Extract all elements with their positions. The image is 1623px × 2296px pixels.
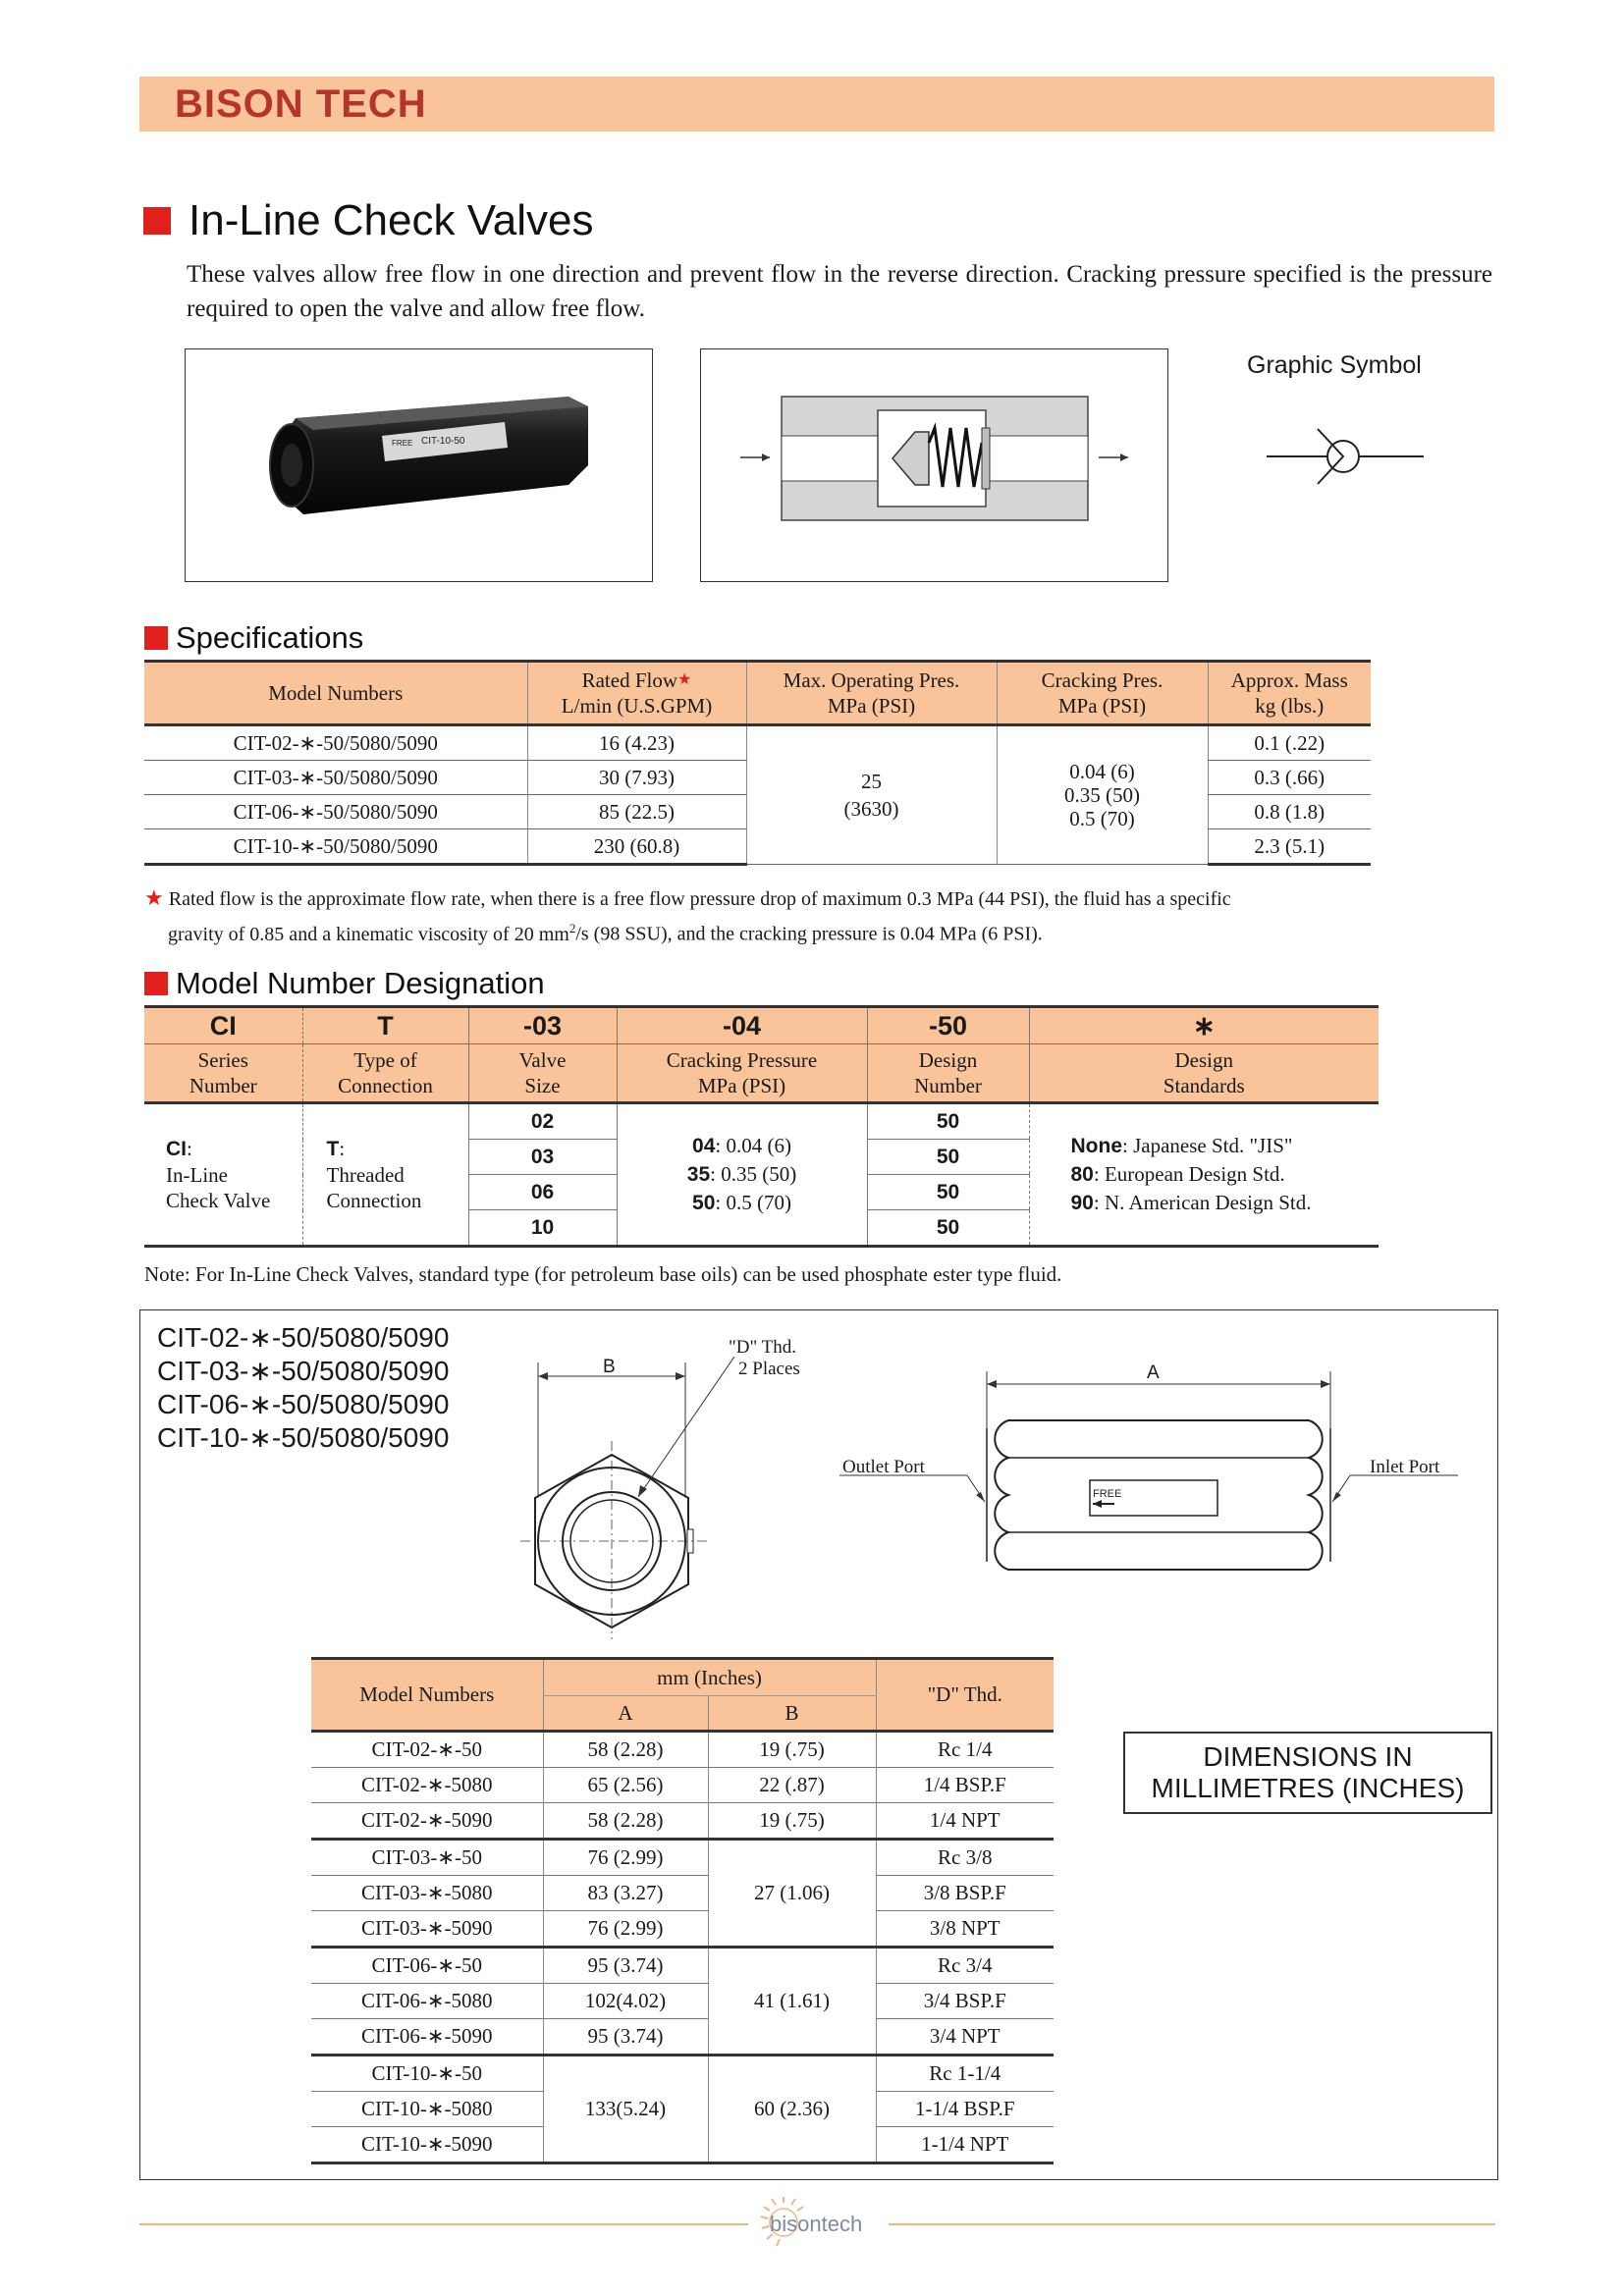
- max-pres-cell: 25 (3630): [746, 725, 997, 865]
- rated-flow-footnote: ★ Rated flow is the approximate flow rate, when there is a free flow pressure drop of maximum 0.3 MPa (44 PSI), the fluid has a specific gravity of 0.85 and a kinematic viscosity of 20 $mm^2/s$ (98 SSU), and the cracking pressure is 0.04 MPa (6 PSI).: [144, 885, 1231, 945]
- dim-label-d: "D" Thd. 2 Places: [729, 1337, 800, 1379]
- red-square-icon: [143, 207, 171, 235]
- table-row: CIT-02-∗-50 58 (2.28) 19 (.75) Rc 1/4: [311, 1732, 1054, 1768]
- model-designation-table: CI T -03 -04 -50 ∗ Series Number Type of Connection Valve Size Cracking Pressure MPa (PSI) Design Number Design Standards CI: In-Line Check Valve T: Threaded Connection 02 04: 0.04 (6) 35: 0.35 (50) 50: 0.5 (70) 50 None: Japanese Std. "JIS" 80: European Design Std. 90: N. American Design Std. 03 50 06 50 10 50: [144, 1005, 1379, 1248]
- type-cell: T: Threaded Connection: [302, 1103, 468, 1246]
- note-text: Note: For In-Line Check Valves, standard type (for petroleum base oils) can be used phosphate ester type fluid.: [144, 1262, 1062, 1286]
- side-view-drawing: [839, 1360, 1488, 1644]
- brand-name: BISON TECH: [175, 82, 427, 126]
- inlet-port-label: Inlet Port: [1370, 1457, 1440, 1477]
- list-item: CIT-02-∗-50/5080/5090: [157, 1322, 450, 1353]
- specifications-heading: [144, 620, 363, 656]
- table-row: CIT-03-∗-5080 83 (3.27) 3/8 BSP.F: [311, 1876, 1054, 1911]
- table-row: CIT-03-∗-5090 76 (2.99) 3/8 NPT: [311, 1911, 1054, 1948]
- table-row: CIT-10-∗-5090 1-1/4 NPT: [311, 2127, 1054, 2163]
- size-03: 03: [468, 1140, 617, 1175]
- table-row: CIT-03-∗-50/5080/5090 30 (7.93) 0.3 (.66): [144, 761, 1371, 795]
- code-series: CI: [144, 1007, 302, 1044]
- specifications-table: [144, 660, 1371, 866]
- table-row: CIT-06-∗-5080 102(4.02) 3/4 BSP.F: [311, 1984, 1054, 2019]
- table-row: CIT-10-∗-50/5080/5090 230 (60.8) 2.3 (5.1): [144, 829, 1371, 865]
- dim-label-b: B: [603, 1357, 616, 1377]
- model-designation-heading: [144, 966, 545, 1001]
- code-design-number: -50: [867, 1007, 1029, 1044]
- side-view-free-text: FREE: [1093, 1488, 1122, 1500]
- dim-header-mm: mm (Inches): [543, 1659, 876, 1696]
- table-row: CIT-10-∗-5080 1-1/4 BSP.F: [311, 2092, 1054, 2127]
- spec-header-cracking: Cracking Pres. MPa (PSI): [997, 662, 1208, 725]
- page-title: [143, 196, 594, 245]
- dimension-model-list: [157, 1321, 449, 1455]
- valve-photo-illustration: [186, 349, 652, 581]
- list-item: CIT-06-∗-50/5080/5090: [157, 1389, 450, 1419]
- dim-header-b: B: [708, 1696, 876, 1732]
- list-item: CIT-03-∗-50/5080/5090: [157, 1356, 450, 1386]
- dim-header-model: Model Numbers: [311, 1659, 543, 1732]
- footer-logo: [756, 2195, 890, 2254]
- table-row: CIT-02-∗-50/5080/5090 16 (4.23) 25 (3630) 0.04 (6) 0.35 (50) 0.5 (70) 0.1 (.22): [144, 725, 1371, 761]
- size-02: 02: [468, 1103, 617, 1140]
- specifications-heading-text: Specifications: [176, 620, 364, 655]
- spec-header-model: Model Numbers: [144, 662, 527, 725]
- footer-divider-right: [889, 2223, 1495, 2225]
- code-type: T: [302, 1007, 468, 1044]
- spec-header-max-pres: Max. Operating Pres. MPa (PSI): [746, 662, 997, 725]
- table-row: CIT-06-∗-50/5080/5090 85 (22.5) 0.8 (1.8): [144, 795, 1371, 829]
- red-square-icon: [144, 972, 168, 995]
- check-valve-symbol-icon: [1267, 417, 1424, 496]
- code-size: -03: [468, 1007, 617, 1044]
- dim-header-a: A: [543, 1696, 708, 1732]
- model-designation-heading-text: Model Number Designation: [176, 966, 545, 1000]
- footer-logo-text: bisontech: [770, 2212, 863, 2236]
- photo-free-text: FREE: [392, 439, 413, 448]
- spec-header-mass: Approx. Mass kg (lbs.): [1208, 662, 1371, 725]
- dimensions-units-label: DIMENSIONS IN MILLIMETRES (INCHES): [1123, 1732, 1492, 1814]
- size-06: 06: [468, 1175, 617, 1210]
- code-cracking: -04: [617, 1007, 867, 1044]
- product-photo: [185, 348, 653, 582]
- dimensions-table: [311, 1657, 1054, 2164]
- table-row: CIT-03-∗-50 76 (2.99) 27 (1.06) Rc 3/8: [311, 1840, 1054, 1876]
- table-row: CIT-06-∗-50 95 (3.74) 41 (1.61) Rc 3/4: [311, 1948, 1054, 1984]
- list-item: CIT-10-∗-50/5080/5090: [157, 1422, 450, 1453]
- size-10: 10: [468, 1210, 617, 1246]
- footer-divider-left: [139, 2223, 748, 2225]
- table-row: CIT-02-∗-5090 58 (2.28) 19 (.75) 1/4 NPT: [311, 1803, 1054, 1840]
- photo-model-text: CIT-10-50: [421, 436, 465, 447]
- table-row: CIT-06-∗-5090 95 (3.74) 3/4 NPT: [311, 2019, 1054, 2056]
- cracking-cell: 0.04 (6) 0.35 (50) 0.5 (70): [997, 725, 1208, 865]
- code-standards: ∗: [1029, 1007, 1379, 1044]
- red-square-icon: [144, 626, 168, 650]
- graphic-symbol-label: Graphic Symbol: [1247, 351, 1422, 379]
- outlet-port-label: Outlet Port: [842, 1457, 925, 1477]
- standards-options: None: Japanese Std. "JIS" 80: European Design Std. 90: N. American Design Std.: [1070, 1134, 1312, 1214]
- cutaway-drawing: [700, 348, 1168, 582]
- series-cell: CI: In-Line Check Valve: [144, 1103, 302, 1246]
- table-row: CIT-02-∗-5080 65 (2.56) 22 (.87) 1/4 BSP.F: [311, 1768, 1054, 1803]
- intro-paragraph: These valves allow free flow in one direction and prevent flow in the reverse direction. Cracking pressure specified is the pressure required to open the valve and allow free flow.: [187, 261, 1492, 322]
- dim-header-d: "D" Thd.: [876, 1659, 1054, 1732]
- table-row: CIT-10-∗-50 133(5.24) 60 (2.36) Rc 1-1/4: [311, 2056, 1054, 2092]
- dim-label-a: A: [1147, 1362, 1160, 1383]
- sun-logo-icon: [756, 2195, 890, 2254]
- spec-header-flow: Rated Flow★ L/min (U.S.GPM): [527, 662, 746, 725]
- valve-cutaway-illustration: [701, 349, 1167, 581]
- cracking-options: 04: 0.04 (6) 35: 0.35 (50) 50: 0.5 (70): [617, 1103, 867, 1246]
- page-title-text: In-Line Check Valves: [189, 196, 594, 244]
